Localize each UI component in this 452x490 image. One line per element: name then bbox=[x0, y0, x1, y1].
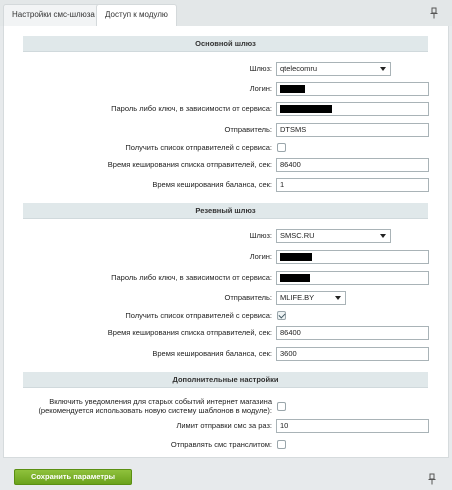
backup-gateway-label: Шлюз: bbox=[249, 231, 272, 240]
row-extra-translit bbox=[4, 437, 450, 453]
backup-login-input[interactable] bbox=[276, 250, 429, 264]
backup-get-senders-checkbox[interactable] bbox=[277, 311, 286, 320]
main-password-label: Пароль либо ключ, в зависимости от сервиса: bbox=[111, 104, 272, 113]
chevron-down-icon bbox=[335, 296, 341, 300]
row-main-get-senders bbox=[4, 140, 450, 156]
chevron-down-icon bbox=[380, 234, 386, 238]
main-password-input[interactable] bbox=[276, 102, 429, 116]
main-gateway-select[interactable]: qtelecomru bbox=[276, 62, 391, 76]
row-backup-cache-balance bbox=[4, 346, 450, 362]
main-gateway-label: Шлюз: bbox=[249, 64, 272, 73]
row-main-gateway bbox=[4, 61, 450, 77]
tab-bar bbox=[0, 0, 452, 26]
extra-translit-checkbox[interactable] bbox=[277, 440, 286, 449]
backup-get-senders-label: Получить список отправителей с сервиса: bbox=[125, 311, 272, 320]
main-sender-label: Отправитель: bbox=[224, 125, 272, 134]
backup-sender-label: Отправитель: bbox=[224, 293, 272, 302]
extra-notify-checkbox[interactable] bbox=[277, 402, 286, 411]
row-backup-password bbox=[4, 270, 450, 286]
main-get-senders-checkbox[interactable] bbox=[277, 143, 286, 152]
main-cache-senders-label: Время кеширования списка отправителей, сек: bbox=[107, 160, 272, 169]
extra-limit-label: Лимит отправки смс за раз: bbox=[176, 421, 272, 430]
redacted-block bbox=[280, 85, 305, 93]
section-main-gateway: Основной шлюз bbox=[23, 36, 428, 52]
tab-sms-gateway-settings[interactable]: Настройки смс-шлюза bbox=[3, 4, 104, 26]
backup-cache-senders-input[interactable]: 86400 bbox=[276, 326, 429, 340]
chevron-down-icon bbox=[380, 67, 386, 71]
backup-gateway-select[interactable]: SMSC.RU bbox=[276, 229, 391, 243]
settings-panel bbox=[3, 26, 449, 458]
extra-notify-label: Включить уведомления для старых событий интернет магазина (рекомендуется использовать новую систему шаблонов в модуле): bbox=[38, 397, 272, 415]
redacted-block bbox=[280, 253, 312, 261]
extra-translit-label: Отправлять смс транслитом: bbox=[170, 440, 272, 449]
pin-icon[interactable] bbox=[428, 473, 436, 485]
backup-password-input[interactable] bbox=[276, 271, 429, 285]
pin-icon[interactable] bbox=[430, 7, 438, 19]
main-login-label: Логин: bbox=[249, 84, 272, 93]
row-extra-notify bbox=[4, 399, 450, 415]
backup-cache-senders-label: Время кеширования списка отправителей, сек: bbox=[107, 328, 272, 337]
row-backup-sender bbox=[4, 290, 450, 306]
backup-sender-select[interactable]: MLIFE.BY bbox=[276, 291, 346, 305]
redacted-block bbox=[280, 274, 310, 282]
backup-cache-balance-input[interactable]: 3600 bbox=[276, 347, 429, 361]
row-extra-limit bbox=[4, 418, 450, 434]
row-backup-cache-senders bbox=[4, 325, 450, 341]
row-main-cache-balance bbox=[4, 177, 450, 193]
main-cache-balance-input[interactable]: 1 bbox=[276, 178, 429, 192]
tab-module-access[interactable]: Доступ к модулю bbox=[96, 4, 177, 27]
main-sender-input[interactable]: DTSMS bbox=[276, 123, 429, 137]
main-get-senders-label: Получить список отправителей с сервиса: bbox=[125, 143, 272, 152]
backup-password-label: Пароль либо ключ, в зависимости от сервиса: bbox=[111, 273, 272, 282]
main-cache-senders-input[interactable]: 86400 bbox=[276, 158, 429, 172]
section-backup-gateway: Резевный шлюз bbox=[23, 203, 428, 219]
main-login-input[interactable] bbox=[276, 82, 429, 96]
row-backup-login bbox=[4, 249, 450, 265]
row-main-sender bbox=[4, 122, 450, 138]
row-main-cache-senders bbox=[4, 157, 450, 173]
backup-cache-balance-label: Время кеширования баланса, сек: bbox=[152, 349, 272, 358]
row-backup-gateway bbox=[4, 228, 450, 244]
backup-login-label: Логин: bbox=[249, 252, 272, 261]
main-cache-balance-label: Время кеширования баланса, сек: bbox=[152, 180, 272, 189]
save-button[interactable]: Сохранить параметры bbox=[14, 469, 132, 485]
extra-limit-input[interactable]: 10 bbox=[276, 419, 429, 433]
redacted-block bbox=[280, 105, 332, 113]
row-main-password bbox=[4, 101, 450, 117]
section-extra-settings: Дополнительные настройки bbox=[23, 372, 428, 388]
row-main-login bbox=[4, 81, 450, 97]
row-backup-get-senders bbox=[4, 308, 450, 324]
